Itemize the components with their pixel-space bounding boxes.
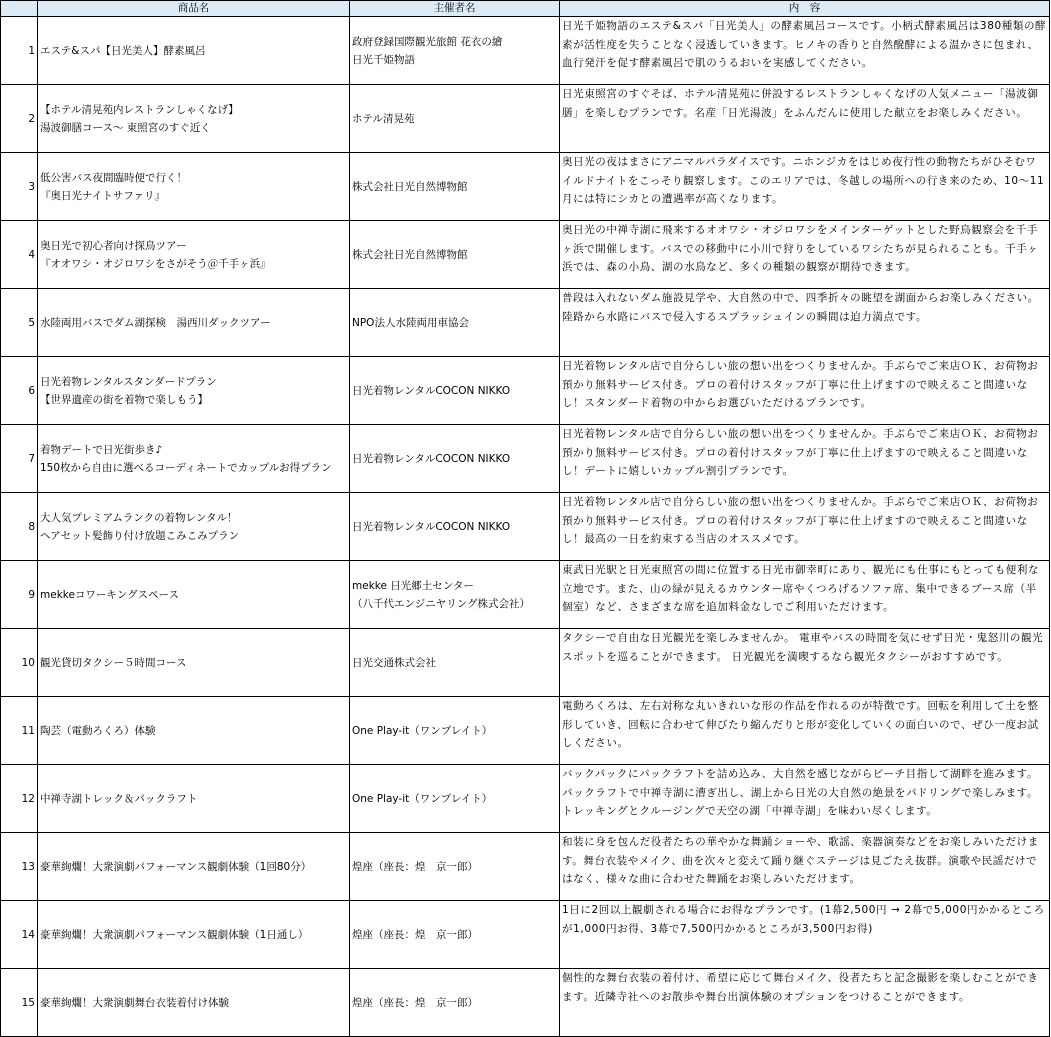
organizer-name[interactable]: 煌座（座長：煌 京一郎） (350, 833, 560, 901)
product-name[interactable]: 豪華絢爛！大衆演劇パフォーマンス観劇体験（1日通し） (38, 901, 350, 969)
organizer-name[interactable]: One Play-it（ワンプレイト） (350, 697, 560, 765)
content-text[interactable]: 1日に2回以上観劇される場合にお得なプランです。(1幕2,500円 → 2幕で5,000円かかるところが1,000円お得、3幕で7,500円かかるところが3,500円お得) (560, 901, 1050, 969)
table-row (1, 221, 1050, 289)
header-product-name: 商品名 (38, 1, 350, 17)
table-row (1, 765, 1050, 833)
organizer-name[interactable]: mekke 日光郷土センター （八千代エンジニヤリング株式会社） (350, 561, 560, 629)
table-row (1, 289, 1050, 357)
row-number[interactable]: 14 (1, 901, 38, 969)
organizer-name[interactable]: 煌座（座長：煌 京一郎） (350, 901, 560, 969)
organizer-name[interactable]: 株式会社日光自然博物館 (350, 153, 560, 221)
organizer-name[interactable]: ホテル清晃苑 (350, 85, 560, 153)
product-name[interactable]: 豪華絢爛！大衆演劇パフォーマンス観劇体験（1回80分） (38, 833, 350, 901)
product-name[interactable]: 豪華絢爛！大衆演劇舞台衣装着付け体験 (38, 969, 350, 1037)
organizer-name[interactable]: 政府登録国際観光旅館 花衣の繪 日光千姫物語 (350, 17, 560, 85)
content-text[interactable]: 個性的な舞台衣装の着付け、希望に応じて舞台メイク、役者たちと記念撮影を楽しむことができます。近隣寺社へのお散歩や舞台出演体験のオプションをつけることができます。 (560, 969, 1050, 1037)
product-name[interactable]: 【ホテル清晃苑内レストランしゃくなげ】 湯波御膳コース～ 東照宮のすぐ近く (38, 85, 350, 153)
organizer-name[interactable]: 日光交通株式会社 (350, 629, 560, 697)
organizer-name[interactable]: 煌座（座長：煌 京一郎） (350, 969, 560, 1037)
content-text[interactable]: 奥日光の中禅寺湖に飛来するオオワシ・オジロワシをメインターゲットとした野鳥観察会を千手ヶ浜で開催します。バスでの移動中に小川で狩りをしているワシたちが見られることも。千手ヶ浜では、森の小鳥、湖の水鳥など、多くの種類の観察が期待できます。 (560, 221, 1050, 289)
header-organizer: 主催者名 (350, 1, 560, 17)
product-name[interactable]: 大人気プレミアムランクの着物レンタル！ ヘアセット髪飾り付け放題こみこみプラン (38, 493, 350, 561)
content-text[interactable]: 日光着物レンタル店で自分らしい旅の想い出をつくりませんか。手ぶらでご来店ＯＫ、お荷物お預かり無料サービス付き。プロの着付けスタッフが丁寧に仕上げますので映えること間違いなし！スタンダード着物の中からお選びいただけるプランです。 (560, 357, 1050, 425)
product-name[interactable]: 着物デートで日光街歩き♪ 150枚から自由に選べるコーディネートでカップルお得プラン (38, 425, 350, 493)
organizer-name[interactable]: One Play-it（ワンプレイト） (350, 765, 560, 833)
organizer-name[interactable]: 日光着物レンタルCOCON NIKKO (350, 357, 560, 425)
content-text[interactable]: バックパックにパックラフトを詰め込み、大自然を感じながらビーチ目指して湖畔を進みます。 パックラフトで中禅寺湖に漕ぎ出し、湖上から日光の大自然の絶景をパドリングで楽しみます。 トレッキングとクルージングで天空の湖「中禅寺湖」を味わい尽くします。 (560, 765, 1050, 833)
table-row (1, 493, 1050, 561)
table-row (1, 85, 1050, 153)
content-text[interactable]: 日光千姫物語のエステ&スパ「日光美人」の酵素風呂コースです。小柄式酵素風呂は380種類の酵素が活性度を失うことなく浸透していきます。ヒノキの香りと自然醗酵による温かさに包まれ、血行発汗を促す酵素風呂で肌のうるおいを実感してください。 (560, 17, 1050, 85)
table-row (1, 697, 1050, 765)
table-row (1, 425, 1050, 493)
header-num (1, 1, 38, 17)
organizer-name[interactable]: NPO法人水陸両用車協会 (350, 289, 560, 357)
row-number[interactable]: 15 (1, 969, 38, 1037)
table-row (1, 153, 1050, 221)
product-name[interactable]: 水陸両用バスでダム湖探検 湯西川ダックツアー (38, 289, 350, 357)
table-row (1, 901, 1050, 969)
row-number[interactable]: 4 (1, 221, 38, 289)
table-row (1, 561, 1050, 629)
row-number[interactable]: 11 (1, 697, 38, 765)
content-text[interactable]: 奥日光の夜はまさにアニマルパラダイスです。ニホンジカをはじめ夜行性の動物たちがひそむワイルドナイトをこっそり観察します。このエリアでは、冬越しの場所への行き来のため、10～11月には特にシカとの遭遇率が高くなります。 (560, 153, 1050, 221)
content-text[interactable]: 和装に身を包んだ役者たちの華やかな舞踊ショーや、歌謡、楽器演奏などをお楽しみいただけます。舞台衣装やメイク、曲を次々と変えて踊り継ぐステージは見ごたえ抜群。演歌や民謡だけではなく、様々な曲に合わせた舞踊をお楽しみいただけます。 (560, 833, 1050, 901)
organizer-name[interactable]: 株式会社日光自然博物館 (350, 221, 560, 289)
row-number[interactable]: 8 (1, 493, 38, 561)
content-text[interactable]: 東武日光駅と日光東照宮の間に位置する日光市御幸町にあり、観光にも仕事にもとっても便利な立地です。また、山の緑が見えるカウンター席やくつろげるソファ席、集中できるブース席（半個室）など、さまざまな席を追加料金なしでご利用いただけます。 (560, 561, 1050, 629)
product-name[interactable]: エステ&スパ【日光美人】酵素風呂 (38, 17, 350, 85)
content-text[interactable]: 日光着物レンタル店で自分らしい旅の想い出をつくりませんか。手ぶらでご来店ＯＫ、お荷物お預かり無料サービス付き。プロの着付けスタッフが丁寧に仕上げますので映えること間違いなし！デートに嬉しいカップル割引プランです。 (560, 425, 1050, 493)
product-name[interactable]: 陶芸（電動ろくろ）体験 (38, 697, 350, 765)
organizer-name[interactable]: 日光着物レンタルCOCON NIKKO (350, 493, 560, 561)
row-number[interactable]: 2 (1, 85, 38, 153)
table-body (1, 17, 1050, 1037)
organizer-name[interactable]: 日光着物レンタルCOCON NIKKO (350, 425, 560, 493)
table-row (1, 357, 1050, 425)
row-number[interactable]: 13 (1, 833, 38, 901)
content-text[interactable]: 日光東照宮のすぐそば、ホテル清晃苑に併設するレストランしゃくなげの人気メニュー「湯波御膳」を楽しむプランです。名産「日光湯波」をふんだんに使用した献立をお楽しみください。 (560, 85, 1050, 153)
content-text[interactable]: 日光着物レンタル店で自分らしい旅の想い出をつくりませんか。手ぶらでご来店ＯＫ、お荷物お預かり無料サービス付き。プロの着付けスタッフが丁寧に仕上げますので映えること間違いなし！最高の一日を約束する当店のオススメです。 (560, 493, 1050, 561)
row-number[interactable]: 12 (1, 765, 38, 833)
table-row (1, 17, 1050, 85)
table-row (1, 833, 1050, 901)
header-content: 内 容 (560, 1, 1050, 17)
table-row (1, 629, 1050, 697)
row-number[interactable]: 5 (1, 289, 38, 357)
row-number[interactable]: 10 (1, 629, 38, 697)
product-name[interactable]: 観光貸切タクシー５時間コース (38, 629, 350, 697)
content-text[interactable]: 電動ろくろは、左右対称な丸いきれいな形の作品を作れるのが特徴です。回転を利用して土を整形していき、回転に合わせて伸びたり縮んだりと形が変化していくの面白いので、ぜひ一度お試しください。 (560, 697, 1050, 765)
product-name[interactable]: 奥日光で初心者向け探鳥ツアー 『オオワシ・オジロワシをさがそう＠千手ヶ浜』 (38, 221, 350, 289)
product-name[interactable]: 低公害バス夜間臨時便で行く！ 『奥日光ナイトサファリ』 (38, 153, 350, 221)
product-name[interactable]: mekkeコワーキングスペース (38, 561, 350, 629)
row-number[interactable]: 6 (1, 357, 38, 425)
row-number[interactable]: 7 (1, 425, 38, 493)
row-number[interactable]: 3 (1, 153, 38, 221)
row-number[interactable]: 1 (1, 17, 38, 85)
content-text[interactable]: 普段は入れないダム施設見学や、大自然の中で、四季折々の眺望を湖面からお楽しみください。陸路から水路にバスで侵入するスプラッシュインの瞬間は迫力満点です。 (560, 289, 1050, 357)
header-row (1, 1, 1050, 17)
table-row (1, 969, 1050, 1037)
content-text[interactable]: タクシーで自由な日光観光を楽しみませんか。 電車やバスの時間を気にせず日光・鬼怒川の観光スポットを巡ることができます。 日光観光を満喫するなら観光タクシーがおすすめです。 (560, 629, 1050, 697)
product-name[interactable]: 中禅寺湖トレック＆パックラフト (38, 765, 350, 833)
product-name[interactable]: 日光着物レンタルスタンダードプラン 【世界遺産の街を着物で楽しもう】 (38, 357, 350, 425)
row-number[interactable]: 9 (1, 561, 38, 629)
